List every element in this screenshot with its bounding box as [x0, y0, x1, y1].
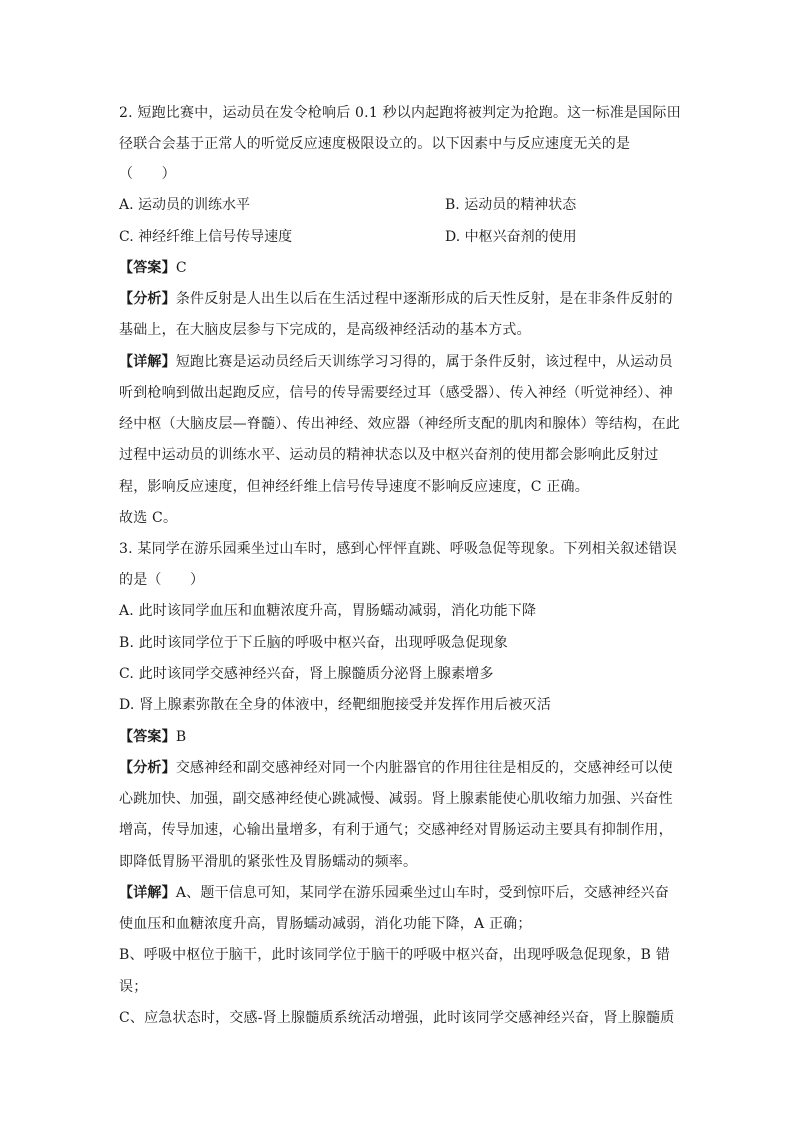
q2-detail-line-2: 听到枪响到做出起跑反应，信号的传导需要经过耳（感受器）、传入神经（听觉神经）、神	[119, 385, 673, 401]
q3-stem-line-1: 3. 某同学在游乐园乘坐过山车时，感到心怦怦直跳、呼吸急促等现象。下列相关叙述错误	[119, 541, 678, 557]
q2-option-d: D. 中枢兴奋剂的使用	[445, 229, 577, 245]
q2-analysis-line-2: 基础上，在大脑皮层参与下完成的，是高级神经活动的基本方式。	[119, 322, 531, 338]
q2-stem-line-1: 2. 短跑比赛中，运动员在发令枪响后 0.1 秒以内起跑将被判定为抢跑。这一标准是国际田	[119, 105, 681, 121]
q2-analysis-text-1: 条件反射是人出生以后在生活过程中逐渐形成的后天性反射，是在非条件反射的	[175, 291, 673, 307]
q2-answer	[119, 258, 679, 278]
q2-option-b: B. 运动员的精神状态	[445, 197, 577, 213]
q3-option-c: C. 此时该同学交感神经兴奋，肾上腺髓质分泌肾上腺素增多	[119, 666, 494, 682]
q3-option-a: A. 此时该同学血压和血糖浓度升高，胃肠蠕动减弱，消化功能下降	[119, 603, 537, 619]
q2-option-a: A. 运动员的训练水平	[119, 197, 251, 213]
q3-analysis-line-2: 心跳加快、加强，副交感神经使心跳减慢、减弱。肾上腺素能使心肌收缩力加强、兴奋性	[119, 791, 673, 807]
q2-analysis-tag: 【分析】	[119, 291, 176, 307]
q2-conclusion: 故选 C。	[119, 510, 178, 526]
q2-stem-line-2: 径联合会基于正常人的听觉反应速度极限设立的。以下因素中与反应速度无关的是	[119, 136, 631, 152]
q2-answer-value: C	[175, 260, 187, 276]
q3-stem-line-2: 的是（ ）	[119, 572, 205, 588]
q2-detail-line-1	[119, 352, 679, 372]
q3-analysis-text-1: 交感神经和副交感神经对同一个内脏器官的作用往往是相反的，交感神经可以使	[175, 760, 673, 776]
q2-answer-tag: 【答案】	[119, 260, 176, 276]
q3-detail-tag: 【详解】	[119, 885, 176, 901]
q3-option-d: D. 肾上腺素弥散在全身的体液中，经靶细胞接受并发挥作用后被灭活	[119, 697, 552, 713]
q3-analysis-line-3: 增高，传导加速，心输出量增多，有利于通气；交感神经对胃肠运动主要具有抑制作用，	[119, 822, 673, 838]
q3-detail-line-2: 使血压和血糖浓度升高，胃肠蠕动减弱，消化功能下降，A 正确；	[119, 916, 532, 932]
q3-analysis-line-1	[119, 758, 679, 778]
q2-option-c: C. 神经纤维上信号传导速度	[119, 229, 293, 245]
q3-detail-line-1	[119, 883, 679, 903]
q3-detail-line-5: C、应急状态时，交感-肾上腺髓质系统活动增强，此时该同学交感神经兴奋，肾上腺髓质	[119, 1010, 675, 1026]
q3-answer-tag: 【答案】	[119, 729, 176, 745]
q2-detail-line-5: 程，影响反应速度，但神经纤维上信号传导速度不影响反应速度，C 正确。	[119, 479, 589, 495]
q2-analysis-line-1	[119, 289, 679, 309]
q3-analysis-tag: 【分析】	[119, 760, 176, 776]
q2-detail-line-4: 过程中运动员的训练水平、运动员的精神状态以及中枢兴奋剂的使用都会影响此反射过	[119, 447, 659, 463]
q3-answer	[119, 727, 679, 747]
q2-detail-line-3: 经中枢（大脑皮层—脊髓）、传出神经、效应器（神经所支配的肌肉和腺体）等结构，在此	[119, 416, 680, 432]
q2-detail-tag: 【详解】	[119, 354, 176, 370]
q3-answer-value: B	[175, 729, 187, 745]
q3-detail-line-3: B、呼吸中枢位于脑干，此时该同学位于脑干的呼吸中枢兴奋，出现呼吸急促现象，B 错	[119, 947, 671, 963]
q3-analysis-line-4: 即降低胃肠平滑肌的紧张性及胃肠蠕动的频率。	[119, 854, 418, 870]
q2-detail-text-1: 短跑比赛是运动员经后天训练学习习得的，属于条件反射，该过程中，从运动员	[175, 354, 673, 370]
q3-option-b: B. 此时该同学位于下丘脑的呼吸中枢兴奋，出现呼吸急促现象	[119, 635, 508, 651]
q3-detail-text-1: A、题干信息可知，某同学在游乐园乘坐过山车时，受到惊吓后，交感神经兴奋	[175, 885, 669, 901]
q3-detail-line-4: 误；	[119, 979, 148, 995]
q2-stem-line-3: （ ）	[119, 166, 176, 182]
